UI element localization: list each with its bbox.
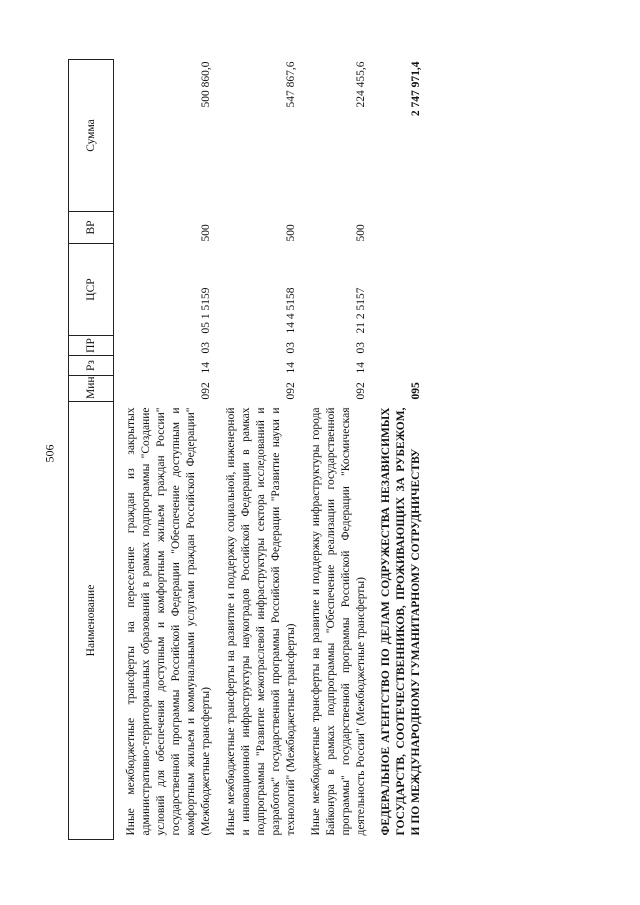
- row-sum: 500 860,0: [200, 61, 212, 108]
- header-min: Мин: [69, 376, 114, 402]
- agency-min: 095: [410, 382, 422, 400]
- budget-table-sheet: [68, 60, 580, 840]
- row-pr: 03: [355, 342, 367, 354]
- table-row: [122, 60, 214, 840]
- budget-table: [68, 59, 424, 840]
- row-rz: 14: [285, 362, 297, 374]
- row-rz: 14: [355, 362, 367, 374]
- row-name: Иные межбюджетные трансферты на развитие и поддержку инфраструктуры города Байконура в рамках подпрограммы "Обеспечение реализации государственной программы" государственной программы Российской Федерации "Космическая деятельность России" (Межбюджетные трансферты): [310, 407, 367, 836]
- row-pr: 03: [285, 342, 297, 354]
- row-vr: 500: [200, 224, 212, 242]
- table-header-row: [69, 60, 114, 840]
- header-csr: ЦСР: [69, 244, 114, 336]
- row-csr: 21 2 5157: [355, 287, 367, 334]
- header-pr: ПР: [69, 336, 114, 356]
- agency-row: [369, 60, 424, 840]
- page-number: 506: [42, 444, 57, 463]
- row-sum: 547 867,6: [285, 61, 297, 108]
- header-rz: Рз: [69, 356, 114, 376]
- row-vr: 500: [355, 224, 367, 242]
- row-rz: 14: [200, 362, 212, 374]
- row-name: Иные межбюджетные трансферты на развитие и поддержку социальной, инженерной и инновационной инфраструктуры наукоградов Российской Федерации в рамках подпрограммы "Развитие межотраслевой инфраструктуры сектора исследований и разработок" государственной программы Российской Федерации "Развитие науки и технологий" (Межбюджетные трансферты): [225, 407, 297, 836]
- agency-sum: 2 747 971,4: [410, 61, 422, 117]
- row-pr: 03: [200, 342, 212, 354]
- row-csr: 05 1 5159: [200, 287, 212, 334]
- agency-name: ФЕДЕРАЛЬНОЕ АГЕНТСТВО ПО ДЕЛАМ СОДРУЖЕСТВА НЕЗАВИСИМЫХ ГОСУДАРСТВ, СООТЕЧЕСТВЕННИКОВ, ПРОЖИВАЮЩИХ ЗА РУБЕЖОМ, И ПО МЕЖДУНАРОДНОМУ ГУМАНИТАРНОМУ СОТРУДНИЧЕСТВУ: [380, 407, 422, 836]
- header-name: Наименование: [69, 402, 114, 840]
- row-sum: 224 455,6: [355, 61, 367, 108]
- table-row: [307, 60, 369, 840]
- row-min: 092: [285, 382, 297, 400]
- table-row: [222, 60, 299, 840]
- header-vr: ВР: [69, 212, 114, 244]
- row-vr: 500: [285, 224, 297, 242]
- row-csr: 14 4 5158: [285, 287, 297, 334]
- row-min: 092: [355, 382, 367, 400]
- row-min: 092: [200, 382, 212, 400]
- header-sum: Сумма: [69, 60, 114, 212]
- row-name: Иные межбюджетные трансферты на переселение граждан из закрытых административно-территориальных образований в рамках подпрограммы "Создание условий для обеспечения доступным и комфортным жильем граждан России" государственной программы Российской Федерации "Обеспечение доступным и комфортным жильем и коммунальными услугами граждан Российской Федерации" (Межбюджетные трансферты): [125, 407, 212, 836]
